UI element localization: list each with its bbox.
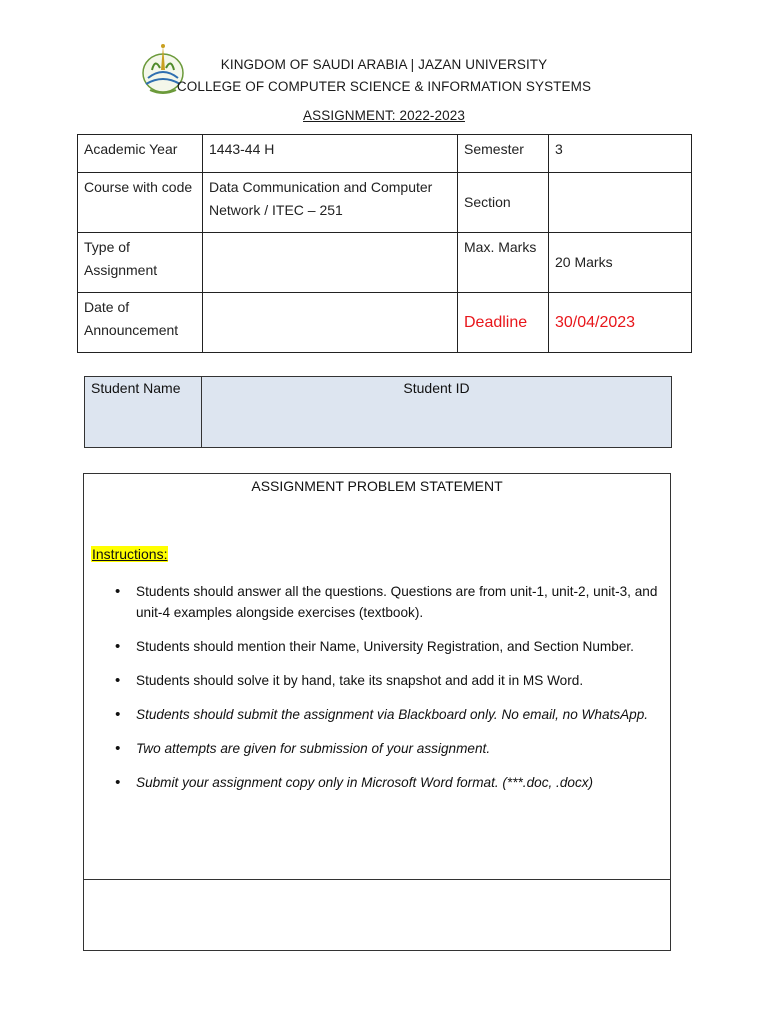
assignment-info-table	[77, 134, 692, 353]
section-divider	[84, 879, 670, 880]
student-id-label: Student ID	[202, 377, 672, 448]
student-info-table	[84, 376, 672, 448]
academic-year-value: 1443-44 H	[203, 135, 458, 173]
date-label: Date of Announcement	[78, 293, 203, 353]
deadline-label: Deadline	[458, 293, 549, 353]
date-value	[203, 293, 458, 353]
instruction-item: • Students should solve it by hand, take its snapshot and add it in MS Word.	[136, 670, 664, 691]
course-value: Data Communication and Computer Network / ITEC – 251	[203, 173, 458, 233]
instructions-list	[136, 581, 664, 806]
assignment-year: ASSIGNMENT: 2022-2023	[303, 108, 465, 123]
problem-title: ASSIGNMENT PROBLEM STATEMENT	[251, 478, 503, 494]
problem-statement-box	[83, 473, 671, 951]
instructions-heading: Instructions:	[92, 546, 168, 562]
instruction-item: • Students should answer all the questions. Questions are from unit-1, unit-2, unit-3, and unit-4 examples alongside exercises (textbook).	[136, 581, 664, 623]
max-marks-value: 20 Marks	[549, 233, 692, 293]
instruction-item: • Students should mention their Name, University Registration, and Section Number.	[136, 636, 664, 657]
max-marks-label: Max. Marks	[458, 233, 549, 293]
type-label: Type of Assignment	[78, 233, 203, 293]
section-value	[549, 173, 692, 233]
instruction-item: • Students should submit the assignment via Blackboard only. No email, no WhatsApp.	[136, 704, 664, 725]
academic-year-label: Academic Year	[78, 135, 203, 173]
type-value	[203, 233, 458, 293]
course-label: Course with code	[78, 173, 203, 233]
semester-value: 3	[549, 135, 692, 173]
instruction-item: • Two attempts are given for submission of your assignment.	[136, 738, 664, 759]
header-line-1: KINGDOM OF SAUDI ARABIA | JAZAN UNIVERSITY	[220, 57, 548, 72]
instruction-item: • Submit your assignment copy only in Microsoft Word format. (***.doc, .docx)	[136, 772, 664, 793]
semester-label: Semester	[458, 135, 549, 173]
section-label: Section	[458, 173, 549, 233]
student-name-label: Student Name	[85, 377, 202, 448]
deadline-value: 30/04/2023	[549, 293, 692, 353]
header-line-2: COLLEGE OF COMPUTER SCIENCE & INFORMATION SYSTEMS	[176, 79, 592, 94]
